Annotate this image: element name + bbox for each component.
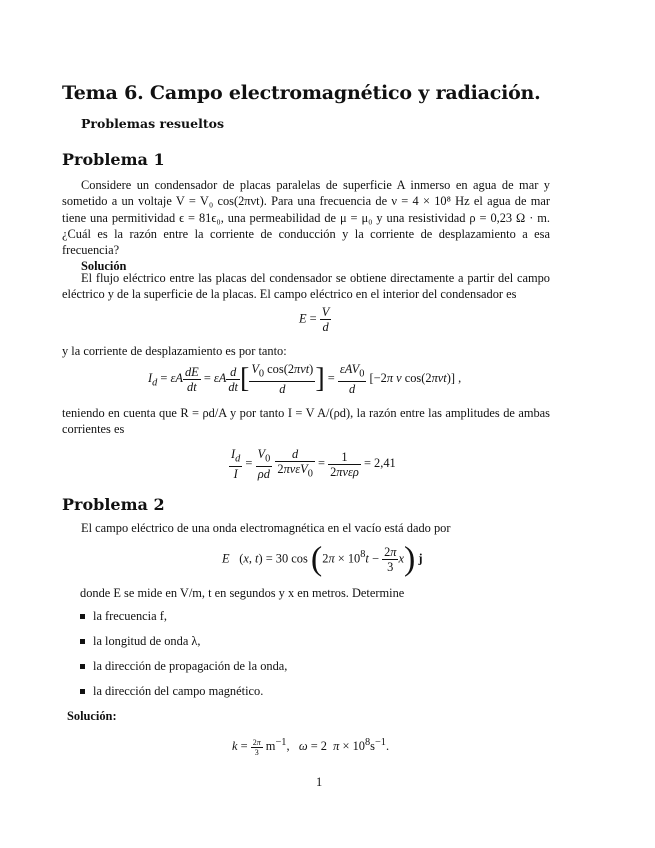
problem-2-solution-label: Solución:: [67, 709, 117, 723]
ratio-result: = 2,41: [363, 456, 396, 471]
problem-1-heading: Problema 1: [62, 150, 165, 169]
problem-1-solution-text-3: teniendo en cuenta que R = ρd/A y por tanto I = V A/(ρd), la razón entre las amplitudes de ambas corrientes es: [62, 406, 550, 437]
section-subtitle: Problemas resueltos: [81, 116, 224, 131]
problem-1-solution-text-2: y la corriente de desplazamiento es por tanto:: [62, 344, 287, 358]
problem-2-heading: Problema 2: [62, 495, 165, 514]
equation-displacement-current: $I_d = \varepsilon A$ $\frac{dE}{dt}$ = εA $\frac{d}{dt}$ [ $\frac{V_0 \cos(2\pi\nu t)}{d}$ ] = $\frac{\varepsilon AV_0}{d}$ [−2π ν cos(2πνt)] ,: [148, 362, 462, 397]
problem-1-statement: Considere un condensador de placas paralelas de superficie A inmerso en agua de mar y sometido a un voltaje V = V₀ cos(2πνt). Para una frecuencia de ν = 4 × 10⁸ Hz el agua de mar tiene una permitividad ϵ = 81ϵ₀, una permeabilidad de μ = μ₀ y una resistividad ρ = 0,23 Ω · m. ¿Cuál es la razón entre la corriente de conducción y la corriente de desplazamiento a esa frecuencia?: [62, 178, 550, 258]
bullet-icon: [80, 664, 85, 669]
problem-2-after-equation: donde E se mide en V/m, t en segundos y x en metros. Determine: [80, 586, 405, 600]
list-item: la dirección de propagación de la onda,: [80, 659, 287, 674]
problem-1-solution-label: Solución: [81, 259, 127, 273]
equation-wave-parameters: k = $\frac{2\pi}{3}$ $m^{-1}$, ω = 2 $\pi \times 10^8s^{-1}$.: [232, 737, 390, 757]
list-item: la longitud de onda λ,: [80, 634, 201, 649]
bullet-icon: [80, 689, 85, 694]
list-item: la frecuencia f,: [80, 609, 167, 624]
page-number: 1: [316, 775, 323, 789]
equation-electric-field: E⃗(x, t) = 30 $\cos (2\pi \times 10^8t$ − $\frac{2\pi}{3}$ x) j⃗: [222, 540, 433, 578]
bullet-icon: [80, 639, 85, 644]
page-title: Tema 6. Campo electromagnético y radiación.: [62, 82, 541, 104]
equation-field: E = $\frac{V}{d}$: [299, 305, 330, 334]
equation-ratio: $\frac{I_d}{I}$ = $\frac{V_0}{\rho d}$ $\frac{d}{2\pi\nu\varepsilon V_0}$ = $\frac{1}{\text{2πνερ}}$ = 2,41: [231, 447, 396, 482]
problem-2-statement: El campo eléctrico de una onda electromagnética en el vacío está dado por: [81, 521, 451, 535]
list-item: la dirección del campo magnético.: [80, 684, 263, 699]
problem-1-solution-text-1: El flujo eléctrico entre las placas del condensador se obtiene directamente a partir del campo eléctrico y de la superficie de la placas. El campo eléctrico en el interior del condensador es: [62, 271, 550, 302]
bullet-icon: [80, 614, 85, 619]
